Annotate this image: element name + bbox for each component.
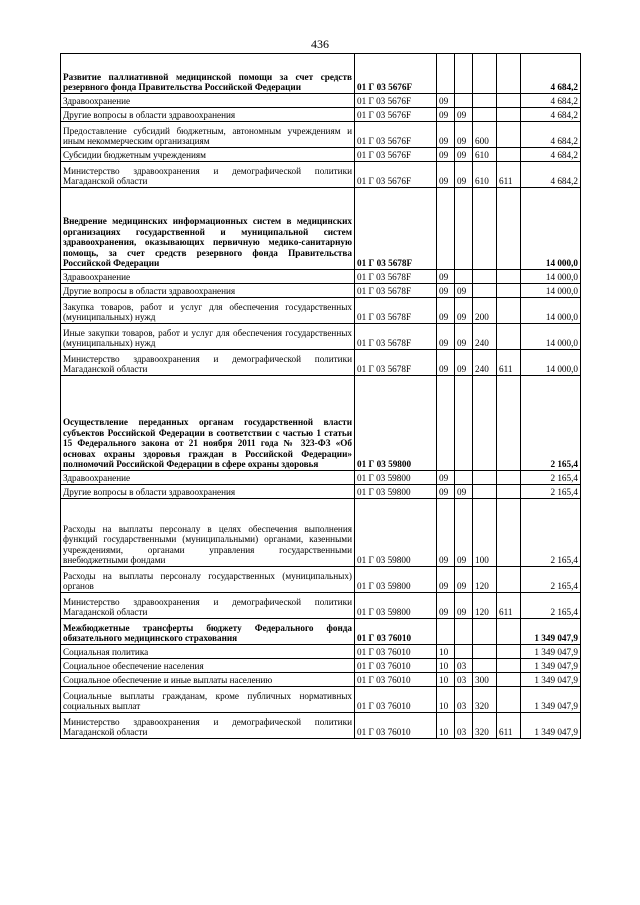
row-section: 09 [437, 94, 455, 108]
page-number: 436 [311, 37, 329, 51]
row-code: 01 Г 03 5678F [355, 324, 437, 350]
row-grbs [497, 673, 521, 687]
row-grbs [497, 94, 521, 108]
row-grbs: 611 [497, 713, 521, 739]
row-code: 01 Г 03 59800 [355, 499, 437, 567]
row-code: 01 Г 03 5676F [355, 108, 437, 122]
row-name: Социальная политика [61, 645, 355, 659]
table-row [61, 659, 581, 673]
row-code: 01 Г 03 76010 [355, 673, 437, 687]
row-amount: 14 000,0 [521, 324, 581, 350]
row-code: 01 Г 03 76010 [355, 659, 437, 673]
row-expense-type [473, 108, 497, 122]
row-name: Министерство здравоохранения и демографической политики Магаданской области [61, 162, 355, 188]
row-section: 09 [437, 284, 455, 298]
row-expense-type [473, 485, 497, 499]
row-expense-type [473, 659, 497, 673]
row-subsection: 09 [455, 148, 473, 162]
row-amount: 2 165,4 [521, 499, 581, 567]
row-name: Иные закупки товаров, работ и услуг для обеспечения государственных (муниципальных) нужд [61, 324, 355, 350]
row-code: 01 Г 03 5678F [355, 188, 437, 270]
row-amount: 4 684,2 [521, 54, 581, 94]
row-code: 01 Г 03 76010 [355, 687, 437, 713]
row-subsection: 09 [455, 593, 473, 619]
row-code: 01 Г 03 59800 [355, 376, 437, 471]
row-grbs: 611 [497, 593, 521, 619]
row-grbs [497, 659, 521, 673]
table-row [61, 593, 581, 619]
row-expense-type [473, 54, 497, 94]
row-subsection: 09 [455, 567, 473, 593]
row-expense-type: 320 [473, 713, 497, 739]
row-name: Министерство здравоохранения и демографической политики Магаданской области [61, 350, 355, 376]
row-expense-type: 120 [473, 567, 497, 593]
row-subsection: 09 [455, 350, 473, 376]
table-row [61, 324, 581, 350]
table-row [61, 673, 581, 687]
row-subsection: 09 [455, 108, 473, 122]
row-grbs [497, 485, 521, 499]
row-code: 01 Г 03 5678F [355, 298, 437, 324]
row-name: Социальное обеспечение населения [61, 659, 355, 673]
row-name: Развитие паллиативной медицинской помощи за счет средств резервного фонда Правительства Российской Федерации [61, 54, 355, 94]
row-code: 01 Г 03 5676F [355, 162, 437, 188]
row-name: Расходы на выплаты персоналу в целях обеспечения выполнения функций государственными (муниципальными) органами, казенными учреждениями, органами управления государственными внебюджетными фондами [61, 499, 355, 567]
row-section: 09 [437, 485, 455, 499]
table-row [61, 54, 581, 94]
row-subsection: 09 [455, 284, 473, 298]
row-grbs [497, 499, 521, 567]
row-name: Социальные выплаты гражданам, кроме публичных нормативных социальных выплат [61, 687, 355, 713]
row-amount: 4 684,2 [521, 108, 581, 122]
row-expense-type: 240 [473, 350, 497, 376]
budget-table [60, 53, 581, 739]
row-amount: 2 165,4 [521, 593, 581, 619]
row-subsection: 09 [455, 122, 473, 148]
row-code: 01 Г 03 5676F [355, 148, 437, 162]
row-expense-type [473, 471, 497, 485]
row-grbs [497, 108, 521, 122]
row-subsection: 03 [455, 659, 473, 673]
row-section [437, 619, 455, 645]
row-grbs [497, 376, 521, 471]
row-amount: 1 349 047,9 [521, 645, 581, 659]
row-section: 09 [437, 148, 455, 162]
row-section: 09 [437, 499, 455, 567]
row-subsection [455, 188, 473, 270]
row-amount: 14 000,0 [521, 350, 581, 376]
row-grbs [497, 567, 521, 593]
row-expense-type: 200 [473, 298, 497, 324]
row-subsection: 09 [455, 324, 473, 350]
row-amount: 1 349 047,9 [521, 673, 581, 687]
row-code: 01 Г 03 76010 [355, 619, 437, 645]
row-code: 01 Г 03 59800 [355, 485, 437, 499]
table-row [61, 122, 581, 148]
row-name: Социальное обеспечение и иные выплаты населению [61, 673, 355, 687]
table-row [61, 350, 581, 376]
row-amount: 1 349 047,9 [521, 659, 581, 673]
row-name: Министерство здравоохранения и демографической политики Магаданской области [61, 713, 355, 739]
row-expense-type [473, 645, 497, 659]
row-expense-type [473, 270, 497, 284]
table-row [61, 298, 581, 324]
row-section: 09 [437, 324, 455, 350]
row-grbs [497, 148, 521, 162]
row-expense-type [473, 188, 497, 270]
table-row [61, 567, 581, 593]
row-amount: 4 684,2 [521, 94, 581, 108]
row-section: 10 [437, 713, 455, 739]
row-expense-type [473, 94, 497, 108]
budget-table-body [61, 54, 581, 739]
row-code: 01 Г 03 5678F [355, 350, 437, 376]
row-amount: 2 165,4 [521, 567, 581, 593]
row-expense-type [473, 619, 497, 645]
row-code: 01 Г 03 5678F [355, 270, 437, 284]
row-subsection: 09 [455, 298, 473, 324]
row-section [437, 54, 455, 94]
row-code: 01 Г 03 76010 [355, 645, 437, 659]
row-section: 09 [437, 350, 455, 376]
row-subsection [455, 270, 473, 284]
table-row [61, 284, 581, 298]
row-subsection [455, 376, 473, 471]
row-subsection: 09 [455, 162, 473, 188]
row-grbs [497, 471, 521, 485]
row-code: 01 Г 03 76010 [355, 713, 437, 739]
row-grbs: 611 [497, 350, 521, 376]
row-grbs [497, 122, 521, 148]
row-section: 10 [437, 659, 455, 673]
table-row [61, 376, 581, 471]
row-section: 09 [437, 567, 455, 593]
row-amount: 14 000,0 [521, 298, 581, 324]
row-subsection: 09 [455, 485, 473, 499]
row-section: 10 [437, 645, 455, 659]
row-section [437, 188, 455, 270]
table-row [61, 270, 581, 284]
row-section: 09 [437, 471, 455, 485]
row-expense-type: 100 [473, 499, 497, 567]
row-subsection [455, 619, 473, 645]
row-grbs [497, 298, 521, 324]
row-grbs [497, 324, 521, 350]
row-amount: 2 165,4 [521, 471, 581, 485]
row-subsection [455, 645, 473, 659]
row-amount: 2 165,4 [521, 485, 581, 499]
row-name: Другие вопросы в области здравоохранения [61, 284, 355, 298]
table-row [61, 471, 581, 485]
table-row [61, 645, 581, 659]
row-name: Расходы на выплаты персоналу государственных (муниципальных) органов [61, 567, 355, 593]
row-expense-type: 240 [473, 324, 497, 350]
row-name: Здравоохранение [61, 471, 355, 485]
row-name: Межбюджетные трансферты бюджету Федерального фонда обязательного медицинского страхования [61, 619, 355, 645]
row-code: 01 Г 03 5676F [355, 94, 437, 108]
table-row [61, 485, 581, 499]
row-grbs [497, 619, 521, 645]
table-row [61, 162, 581, 188]
row-grbs [497, 687, 521, 713]
row-subsection: 03 [455, 687, 473, 713]
row-section: 09 [437, 162, 455, 188]
row-section: 09 [437, 298, 455, 324]
row-expense-type [473, 376, 497, 471]
row-amount: 1 349 047,9 [521, 687, 581, 713]
row-amount: 14 000,0 [521, 270, 581, 284]
row-expense-type [473, 284, 497, 298]
row-section: 09 [437, 108, 455, 122]
row-grbs [497, 188, 521, 270]
row-amount: 1 349 047,9 [521, 619, 581, 645]
row-subsection [455, 94, 473, 108]
row-subsection: 03 [455, 673, 473, 687]
row-code: 01 Г 03 5676F [355, 122, 437, 148]
row-expense-type: 610 [473, 148, 497, 162]
row-name: Здравоохранение [61, 270, 355, 284]
row-grbs [497, 645, 521, 659]
row-grbs [497, 270, 521, 284]
row-section: 09 [437, 122, 455, 148]
row-subsection [455, 471, 473, 485]
row-grbs [497, 54, 521, 94]
row-code: 01 Г 03 5676F [355, 54, 437, 94]
table-row [61, 619, 581, 645]
row-amount: 14 000,0 [521, 284, 581, 298]
row-expense-type: 600 [473, 122, 497, 148]
row-section [437, 376, 455, 471]
row-amount: 4 684,2 [521, 162, 581, 188]
table-row [61, 499, 581, 567]
row-subsection: 03 [455, 713, 473, 739]
table-row [61, 188, 581, 270]
table-row [61, 108, 581, 122]
row-expense-type: 320 [473, 687, 497, 713]
table-row [61, 687, 581, 713]
row-amount: 14 000,0 [521, 188, 581, 270]
table-row [61, 94, 581, 108]
table-row [61, 148, 581, 162]
row-name: Здравоохранение [61, 94, 355, 108]
table-row [61, 713, 581, 739]
row-name: Закупка товаров, работ и услуг для обеспечения государственных (муниципальных) нужд [61, 298, 355, 324]
row-amount: 1 349 047,9 [521, 713, 581, 739]
row-code: 01 Г 03 5678F [355, 284, 437, 298]
row-amount: 4 684,2 [521, 122, 581, 148]
row-amount: 4 684,2 [521, 148, 581, 162]
row-expense-type: 610 [473, 162, 497, 188]
row-name: Осуществление переданных органам государственной власти субъектов Российской Федерации в соответствии с частью 1 статьи 15 Федерального закона от 21 ноября 2011 года № 323-ФЗ «Об основах охраны здоровья граждан в Российской Федерации» полномочий Российской Федерации в сфере охраны здоровья [61, 376, 355, 471]
row-code: 01 Г 03 59800 [355, 593, 437, 619]
row-grbs: 611 [497, 162, 521, 188]
row-expense-type: 300 [473, 673, 497, 687]
row-subsection [455, 54, 473, 94]
row-name: Субсидии бюджетным учреждениям [61, 148, 355, 162]
row-name: Другие вопросы в области здравоохранения [61, 485, 355, 499]
row-expense-type: 120 [473, 593, 497, 619]
row-name: Министерство здравоохранения и демографической политики Магаданской области [61, 593, 355, 619]
row-name: Предоставление субсидий бюджетным, автономным учреждениям и иным некоммерческим организациям [61, 122, 355, 148]
row-name: Другие вопросы в области здравоохранения [61, 108, 355, 122]
row-name: Внедрение медицинских информационных систем в медицинских организациях государственной и муниципальной систем здравоохранения, оказывающих первичную медико-санитарную помощь, за счет средств резервного фонда Правительства Российской Федерации [61, 188, 355, 270]
row-subsection: 09 [455, 499, 473, 567]
row-section: 09 [437, 270, 455, 284]
row-section: 09 [437, 593, 455, 619]
row-code: 01 Г 03 59800 [355, 567, 437, 593]
row-code: 01 Г 03 59800 [355, 471, 437, 485]
row-amount: 2 165,4 [521, 376, 581, 471]
row-section: 10 [437, 673, 455, 687]
row-section: 10 [437, 687, 455, 713]
row-grbs [497, 284, 521, 298]
